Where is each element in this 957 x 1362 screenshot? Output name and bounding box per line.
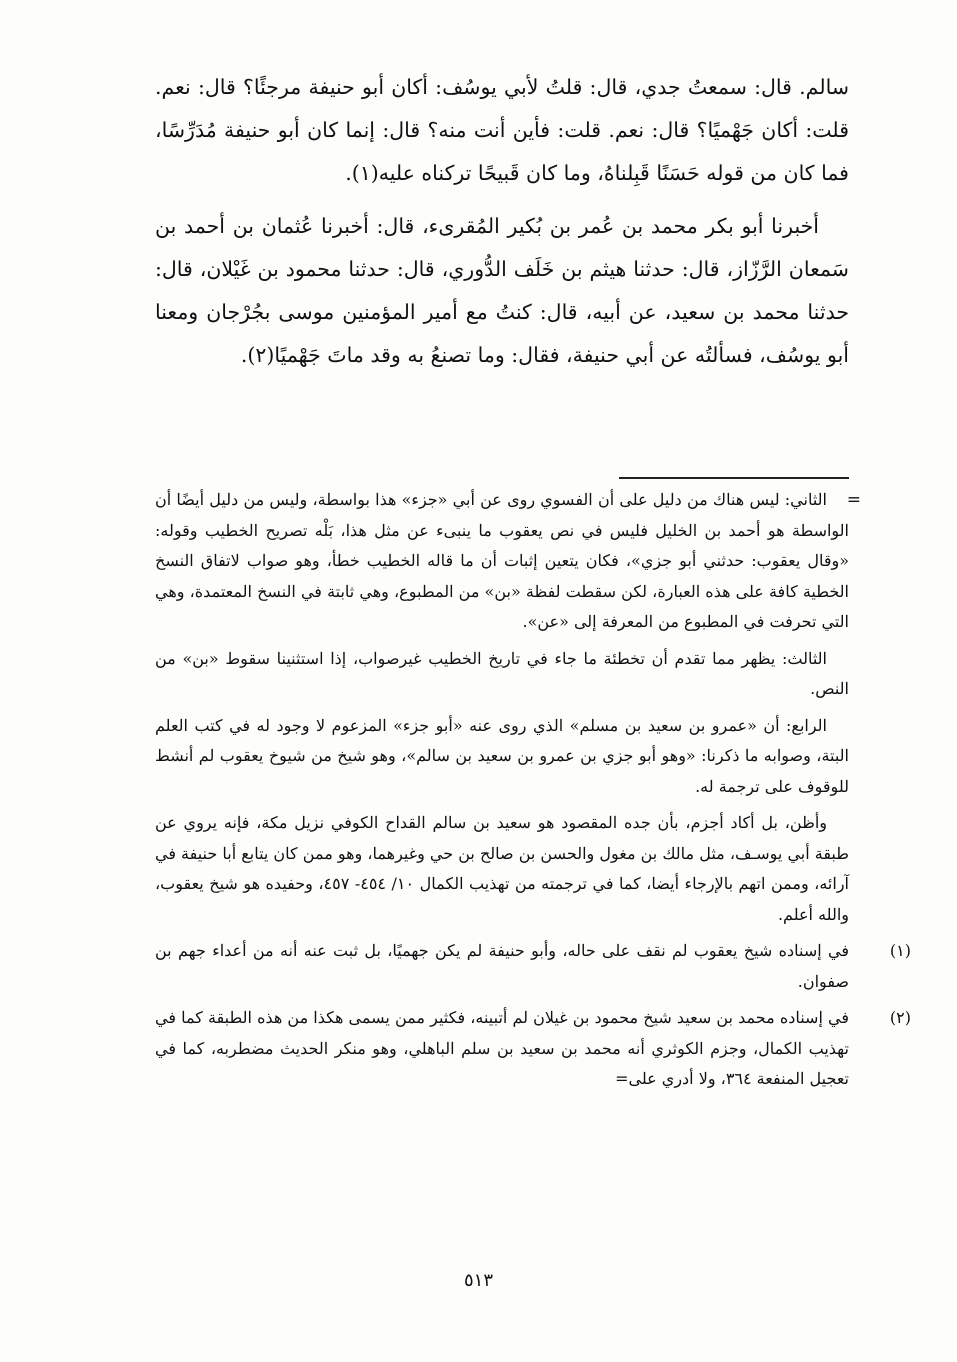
footnote-2 (155, 1003, 911, 1095)
main-paragraph-1: سالم. قال: سمعتُ جدي، قال: قلتُ لأبي يوسُف: أكان أبو حنيفة مرجئًا؟ قال: نعم. قلت: أكان جَهْميًا؟ قال: نعم. قلت: فأين أنت منه؟ قال: إنما كان أبو حنيفة مُدَرِّسًا، فما كان من قوله حَسَنًا قَبِلناهُ، وما كان قَبيحًا تركناه عليه(١). (155, 75, 849, 185)
footnote-1-number: (١) (889, 941, 911, 960)
footnote-2-text: في إسناده محمد بن سعيد شيخ محمود بن غيلان لم أتبينه، فكثير ممن يسمى هكذا من هذه الطبقة كما في تهذيب الكمال، وجزم الكوثري أنه محمد بن سعيد بن سلم الباهلي، وهو منكر الحديث مضطربه، كما في تعجيل المنفعة ٣٦٤، ولا أدري على= (155, 1008, 849, 1088)
footnote-divider (619, 477, 849, 479)
page-number: ٥١٣ (463, 1270, 493, 1291)
footnote-2-number: (٢) (889, 1008, 911, 1027)
footnote-paragraph-3: الرابع: أن «عمرو بن سعيد بن مسلم» الذي روى عنه «أبو جزء» المزعوم لا وجود له في كتب العلم البتة، وصوابه ما ذكرنا: «وهو أبو جزي بن عمرو بن سعيد بن سالم»، وهو شيخ من شيوخ يعقوب لم أنشط للوقوف على ترجمة له. (155, 715, 849, 796)
footnote-paragraph-2: الثالث: يظهر مما تقدم أن تخطئة ما جاء في تاريخ الخطيب غيرصواب، إذا استثنينا سقوط «بن» من النص. (155, 648, 849, 698)
footnote-1-text: في إسناده شيخ يعقوب لم نقف على حاله، وأبو حنيفة لم يكن جهميًا، بل ثبت عنه أنه من أعداء جهم بن صفوان. (155, 941, 849, 991)
footnotes (0, 485, 957, 1101)
main-text (0, 66, 957, 387)
main-paragraph-2: أخبرنا أبو بكر محمد بن عُمر بن بُكير المُقرىء، قال: أخبرنا عُثمان بن أحمد بن سَمعان الرَّزّاز، قال: حدثنا هيثم بن خَلَف الدُّوري، قال: حدثنا محمود بن غَيْلان، قال: حدثنا محمد بن سعيد، عن أبيه، قال: كنتُ مع أمير المؤمنين موسى بجُرْجان ومعنا أبو يوسُف، فسألتُه عن أبي حنيفة، فقال: وما تصنعُ به وقد ماتَ جَهْميًا(٢). (155, 214, 849, 367)
footnote-paragraph-4: وأظن، بل أكاد أجزم، بأن جده المقصود هو سعيد بن سالم القداح الكوفي نزيل مكة، فإنه يروي عن طبقة أبي يوسـف، مثل مالك بن مغول والحسن بن صالح بن حي وغيرهما، وهو ممن كان يتابع أبا حنيفة في آرائه، وممن اتهم بالإرجاء أيضا، كما في ترجمته من تهذيب الكمال ١٠/ ٤٥٤- ٤٥٧، وحفيده هو شيخ يعقوب، والله أعلم. (154, 813, 849, 924)
footnote-1 (155, 936, 911, 997)
footnote-paragraph-1: الثاني: ليس هناك من دليل على أن الفسوي روى عن أبي «جزء» هذا بواسطة، وليس من دليل أيضًا أن الواسطة هو أحمد بن الخليل فليس في نص يعقوب ما ينبىء عن مثل هذا، بَلْه تصريح الخطيب وقوله: «وقال يعقوب: حدثني أبو جزي»، فكان يتعين إثبات أن ما قاله الخطيب خطأ، وهو صواب لاتفاق النسخ الخطية كافة على هذه العبارة، لكن سقطت لفظة «بن» من المطبوع، وهي ثابتة في النسخ المعتمدة، وهي التي تحرفت في المطبوع من المعرفة إلى «عن». (155, 490, 850, 631)
continuation-mark: = (846, 490, 861, 510)
